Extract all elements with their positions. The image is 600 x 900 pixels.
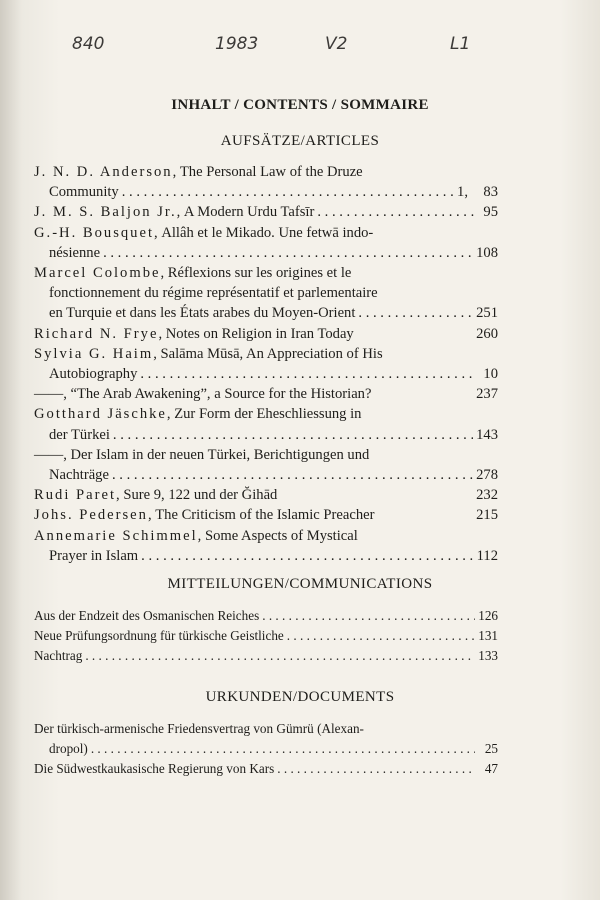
item-title: Die Südwestkaukasische Regierung von Kars (34, 761, 275, 776)
author: Marcel Colombe (34, 265, 161, 282)
article-title: Some Aspects of Mystical (204, 527, 358, 544)
page-number: 126 (478, 608, 498, 623)
item-title: Der türkisch-armenische Friedensvertrag von Gümrü (Alexan- (34, 721, 364, 736)
documents-list (34, 719, 498, 779)
article-title: The Personal Law of the Druze (179, 164, 363, 180)
page-number: 83 (483, 184, 498, 201)
page-number: 278 (476, 467, 498, 484)
communications-list (34, 606, 498, 666)
article-title: Notes on Religion in Iran Today (165, 325, 354, 342)
article-title-cont: der Türkei (49, 426, 110, 443)
list-item: Rudi Paret , Sure 9, 122 und der Ğihād 232 (34, 485, 498, 505)
article-title: A Modern Urdu Tafsīr (183, 204, 315, 221)
article-title: “The Arab Awakening”, a Source for the Historian? (70, 386, 372, 403)
list-item: J. N. D. Anderson , The Personal Law of the Druze Community . . . 1, 83 (34, 162, 498, 202)
page-number: 215 (476, 507, 498, 524)
item-title: Neue Prüfungsordnung für türkische Geistliche (34, 628, 284, 643)
page-number: 10 (483, 366, 498, 383)
article-title-cont: Community (49, 184, 119, 201)
article-title: Sure 9, 122 und der Ğihād (123, 487, 278, 504)
author: Annemarie Schimmel (34, 527, 198, 544)
author: —— (34, 446, 64, 463)
list-item: Richard N. Frye , Notes on Religion in Iran Today 260 (34, 324, 498, 344)
page-number: 131 (478, 628, 498, 643)
author: —— (34, 386, 64, 403)
page-number: 133 (478, 648, 498, 663)
author: Richard N. Frye (34, 325, 159, 342)
list-item (34, 646, 498, 666)
page-number: 143 (476, 426, 498, 443)
section-heading-communications: MITTEILUNGEN/COMMUNICATIONS (167, 576, 433, 592)
page-number: 47 (484, 761, 498, 776)
list-item: —— , “The Arab Awakening”, a Source for the Historian? 237 (34, 384, 498, 404)
article-title: Zur Form der Eheschliessung in (174, 406, 362, 423)
page-number: 237 (476, 386, 498, 403)
page-number: 251 (476, 305, 498, 322)
list-item: Gotthard Jäschke , Zur Form der Eheschliessung in der Türkei . . . 143 (34, 404, 498, 444)
list-item: Annemarie Schimmel , Some Aspects of Mystical Prayer in Islam . . . 112 (34, 526, 498, 566)
page-number: 95 (483, 204, 498, 221)
item-title: Aus der Endzeit des Osmanischen Reiches (34, 608, 260, 623)
article-title: Allâh et le Mikado. Une fetwā indo- (161, 224, 374, 241)
author: J. M. S. Baljon Jr. (34, 204, 177, 221)
page-number: 260 (476, 325, 498, 342)
list-item: G.-H. Bousquet , Allâh et le Mikado. Une fetwā indo- nésienne . . . 108 (34, 223, 498, 263)
handwritten-note-2: 1983 (215, 34, 259, 54)
article-title: Réflexions sur les origines et le (167, 265, 352, 282)
article-title: The Criticism of the Islamic Preacher (155, 507, 375, 524)
list-item: Johs. Pedersen , The Criticism of the Islamic Preacher 215 (34, 505, 498, 525)
list-item (34, 626, 498, 646)
list-item: Marcel Colombe , Réflexions sur les origines et le fonctionnement du régime représentatif et parlementaire en Turquie et dans les États arabes du Moyen-Orient . . . 251 (34, 263, 498, 324)
author: G.-H. Bousquet (34, 224, 155, 241)
page-number: 108 (476, 244, 498, 261)
author: J. N. D. Anderson (34, 164, 173, 180)
page-number: 232 (476, 487, 498, 504)
article-title: Der Islam in der neuen Türkei, Berichtigungen und (70, 446, 370, 463)
articles-list (34, 162, 498, 566)
list-item: —— , Der Islam in der neuen Türkei, Berichtigungen und Nachträge . . . 278 (34, 445, 498, 485)
author: Rudi Paret (34, 487, 117, 504)
section-heading-documents: URKUNDEN/DOCUMENTS (205, 689, 395, 705)
article-title-cont: Autobiography (49, 366, 138, 383)
section-heading-articles: AUFSÄTZE/ARTICLES (220, 133, 380, 149)
article-title-cont: nésienne (49, 244, 101, 261)
handwritten-note-1: 840 (72, 34, 105, 54)
list-item: Sylvia G. Haim , Salāma Mūsā, An Appreciation of His Autobiography . . . 10 (34, 344, 498, 384)
article-title-cont: fonctionnement du régime représentatif et parlementaire (49, 285, 378, 302)
volume-part: 1, (457, 184, 468, 201)
handwritten-note-4: L1 (450, 34, 471, 54)
list-item (34, 606, 498, 626)
item-title: Nachtrag (34, 648, 83, 663)
list-item (34, 759, 498, 779)
list-item (34, 719, 498, 759)
author: Gotthard Jäschke (34, 406, 167, 423)
page-title: INHALT / CONTENTS / SOMMAIRE (171, 97, 429, 113)
article-title-cont: en Turquie et dans les États arabes du Moyen-Orient (49, 305, 356, 322)
article-title-cont: Prayer in Islam (49, 547, 139, 564)
handwritten-note-3: V2 (325, 34, 348, 54)
author: Johs. Pedersen (34, 507, 148, 524)
author: Sylvia G. Haim (34, 345, 154, 362)
article-title-cont: Nachträge (49, 467, 109, 484)
article-title: Salāma Mūsā, An Appreciation of His (160, 345, 383, 362)
page-number: 25 (484, 741, 498, 756)
item-title-cont: dropol) (49, 741, 88, 756)
list-item: J. M. S. Baljon Jr. , A Modern Urdu Tafsīr . . . 95 (34, 202, 498, 222)
page-number: 112 (476, 547, 498, 564)
